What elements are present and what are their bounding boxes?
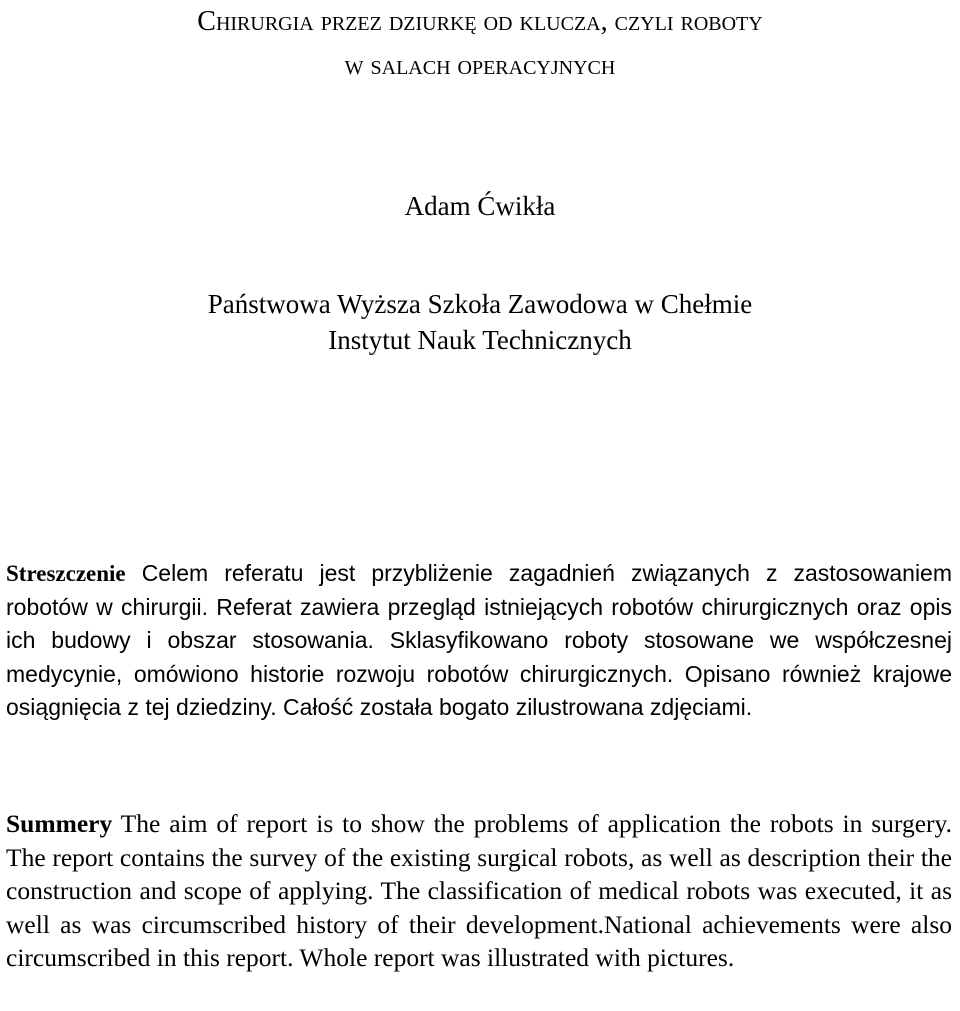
paper-title bbox=[0, 0, 960, 88]
title-line-2: w salach operacyjnych bbox=[344, 50, 616, 81]
abstract-english-text: The aim of report is to show the problems of application the robots in surgery. The report contains the survey of the existing surgical robots, as well as description their the construction and scope of applying. The classification of medical robots was executed, it as well as was circumscribed history of their development.National achievements were also circumscribed in this report. Whole report was illustrated with pictures. bbox=[6, 809, 952, 972]
author-name: Adam Ćwikła bbox=[404, 191, 556, 221]
institution-name: Państwowa Wyższa Szkoła Zawodowa w Chełmie bbox=[207, 289, 753, 319]
abstract-polish bbox=[6, 557, 952, 725]
abstract-english-label: Summery bbox=[6, 809, 113, 838]
department-name: Instytut Nauk Technicznych bbox=[328, 325, 632, 355]
abstract-polish-label: Streszczenie bbox=[6, 561, 126, 586]
abstract-english bbox=[6, 807, 952, 975]
affiliation bbox=[0, 286, 960, 358]
title-line-1: Chirurgia przez dziurkę od klucza, czyli roboty bbox=[197, 6, 763, 37]
abstract-polish-text: Celem referatu jest przybliżenie zagadnień związanych z zastosowaniem robotów w chirurgii. Referat zawiera przegląd istniejących robotów chirurgicznych oraz opis ich budowy i obszar stosowania. Sklasyfikowano roboty stosowane we współczesnej medycynie, omówiono historie rozwoju robotów chirurgicznych. Opisano również krajowe osiągnięcia z tej dziedziny. Całość została bogato zilustrowana zdjęciami. bbox=[6, 560, 953, 720]
